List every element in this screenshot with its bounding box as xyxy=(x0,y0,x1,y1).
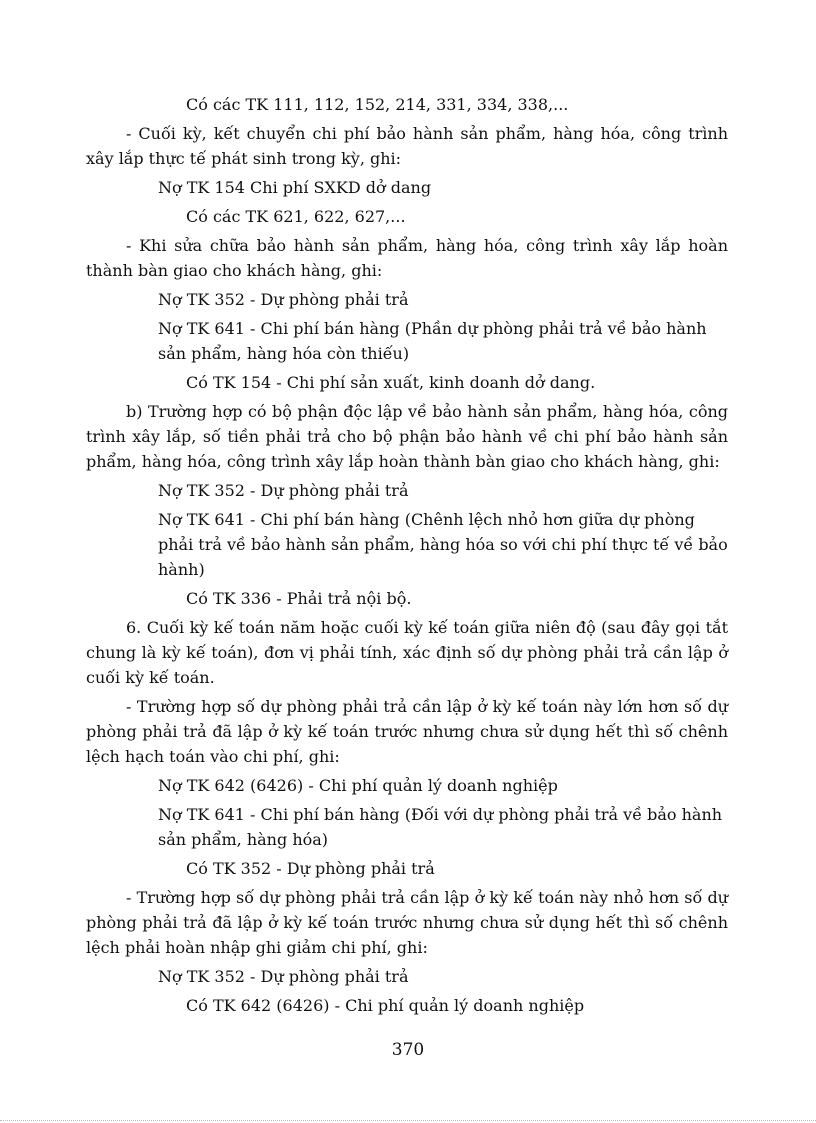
page-number: 370 xyxy=(391,1040,425,1060)
paragraph: - Trường hợp số dự phòng phải trả cần lập ở kỳ kế toán này nhỏ hơn số dự phòng phải trả đã lập ở kỳ kế toán trước nhưng chưa sử dụng hết thì số chênh lệch phải hoàn nhập ghi giảm chi phí, ghi: xyxy=(86,888,728,957)
credit-entry: Có TK 154 - Chi phí sản xuất, kinh doanh dở dang. xyxy=(186,373,596,392)
debit-entry: Nợ TK 642 (6426) - Chi phí quản lý doanh nghiệp xyxy=(158,776,558,795)
debit-entry: Nợ TK 352 - Dự phòng phải trả xyxy=(158,290,409,309)
credit-entry: Có TK 642 (6426) - Chi phí quản lý doanh nghiệp xyxy=(186,996,585,1015)
page-body xyxy=(86,92,728,1022)
paragraph: - Trường hợp số dự phòng phải trả cần lập ở kỳ kế toán này lớn hơn số dự phòng phải trả đã lập ở kỳ kế toán trước nhưng chưa sử dụng hết thì số chênh lệch hạch toán vào chi phí, ghi: xyxy=(86,697,728,766)
debit-entry: Nợ TK 154 Chi phí SXKD dở dang xyxy=(158,178,432,197)
debit-entry: Nợ TK 352 - Dự phòng phải trả xyxy=(158,481,409,500)
page-bottom-divider xyxy=(0,1120,816,1121)
credit-entry: Có TK 336 - Phải trả nội bộ. xyxy=(186,589,412,608)
credit-entry: Có các TK 111, 112, 152, 214, 331, 334, 338,... xyxy=(186,95,569,114)
debit-entry: Nợ TK 641 - Chi phí bán hàng (Phần dự phòng phải trả về bảo hành sản phẩm, hàng hóa còn thiếu) xyxy=(158,319,707,363)
paragraph: 6. Cuối kỳ kế toán năm hoặc cuối kỳ kế toán giữa niên độ (sau đây gọi tắt chung là kỳ kế toán), đơn vị phải tính, xác định số dự phòng phải trả cần lập ở cuối kỳ kế toán. xyxy=(86,618,728,687)
credit-entry: Có TK 352 - Dự phòng phải trả xyxy=(186,859,435,878)
debit-entry: Nợ TK 641 - Chi phí bán hàng (Chênh lệch nhỏ hơn giữa dự phòng phải trả về bảo hành sản phẩm, hàng hóa so với chi phí thực tế về bảo hành) xyxy=(158,510,728,579)
paragraph: - Khi sửa chữa bảo hành sản phẩm, hàng hóa, công trình xây lắp hoàn thành bàn giao cho khách hàng, ghi: xyxy=(86,236,728,280)
paragraph: b) Trường hợp có bộ phận độc lập về bảo hành sản phẩm, hàng hóa, công trình xây lắp, số tiền phải trả cho bộ phận bảo hành về chi phí bảo hành sản phẩm, hàng hóa, công trình xây lắp hoàn thành bàn giao cho khách hàng, ghi: xyxy=(86,402,728,471)
paragraph: - Cuối kỳ, kết chuyển chi phí bảo hành sản phẩm, hàng hóa, công trình xây lắp thực tế phát sinh trong kỳ, ghi: xyxy=(86,124,728,168)
credit-entry: Có các TK 621, 622, 627,... xyxy=(186,207,406,226)
debit-entry: Nợ TK 641 - Chi phí bán hàng (Đối với dự phòng phải trả về bảo hành sản phẩm, hàng hóa) xyxy=(158,805,723,849)
debit-entry: Nợ TK 352 - Dự phòng phải trả xyxy=(158,967,409,986)
